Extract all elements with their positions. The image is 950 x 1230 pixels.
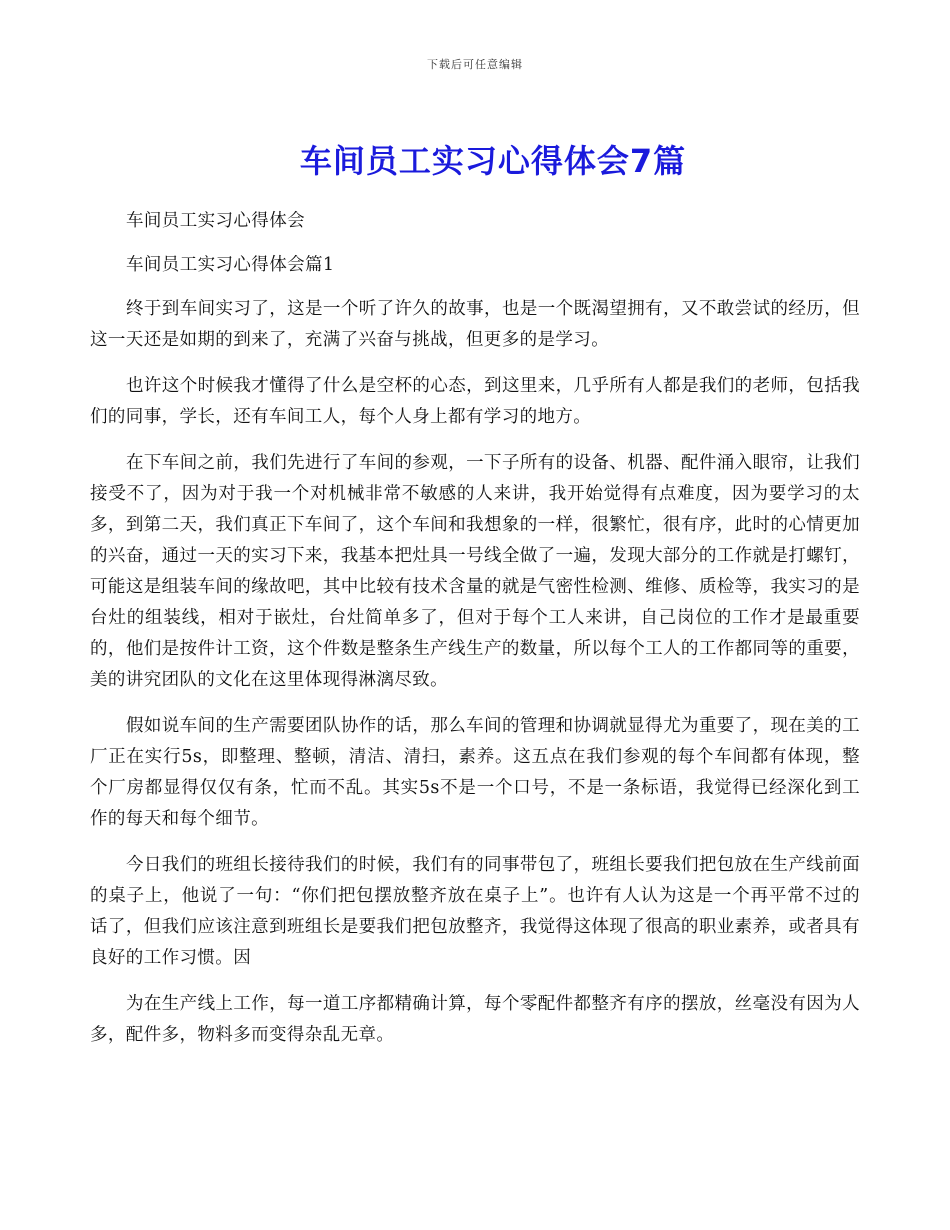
header-note: 下载后可任意编辑	[427, 58, 523, 71]
document-body	[90, 206, 860, 1066]
paragraph: 为在生产线上工作，每一道工序都精确计算，每个零配件都整齐有序的摆放，丝毫没有因为人多，配件多，物料多而变得杂乱无章。	[90, 994, 860, 1045]
paragraph: 终于到车间实习了，这是一个听了许久的故事，也是一个既渴望拥有，又不敢尝试的经历，但这一天还是如期的到来了，充满了兴奋与挑战，但更多的是学习。	[90, 299, 860, 350]
paragraph: 假如说车间的生产需要团队协作的话，那么车间的管理和协调就显得尤为重要了，现在美的工厂正在实行5s，即整理、整顿，清洁、清扫，素养。这五点在我们参观的每个车间都有体现，整个厂房都显得仅仅有条，忙而不乱。其实5s不是一个口号，不是一条标语，我觉得已经深化到工作的每天和每个细节。	[90, 716, 860, 829]
paragraph: 在下车间之前，我们先进行了车间的参观，一下子所有的设备、机器、配件涌入眼帘，让我们接受不了，因为对于我一个对机械非常不敏感的人来讲，我开始觉得有点难度，因为要学习的太多，到第二天，我们真正下车间了，这个车间和我想象的一样，很繁忙，很有序，此时的心情更加的兴奋，通过一天的实习下来，我基本把灶具一号线全做了一遍，发现大部分的工作就是打螺钉，可能这是组装车间的缘故吧，其中比较有技术含量的就是气密性检测、维修、质检等，我实习的是台灶的组装线，相对于嵌灶，台灶简单多了，但对于每个工人来讲，自己岗位的工作才是最重要的，他们是按件计工资，这个件数是整条生产线生产的数量，所以每个工人的工作都同等的重要，美的讲究团队的文化在这里体现得淋漓尽致。	[90, 453, 860, 690]
paragraph-subtitle: 车间员工实习心得体会	[126, 211, 305, 231]
paragraph: 今日我们的班组长接待我们的时候，我们有的同事带包了，班组长要我们把包放在生产线前面的桌子上，他说了一句：“你们把包摆放整齐放在桌子上”。也许有人认为这是一个再平常不过的话了，但我们应该注意到班组长是要我们把包放整齐，我觉得这体现了很高的职业素养，或者具有良好的工作习惯。因	[90, 855, 860, 968]
paragraph-section-heading: 车间员工实习心得体会篇1	[126, 255, 335, 275]
document-title: 车间员工实习心得体会7篇	[299, 142, 687, 180]
paragraph: 也许这个时候我才懂得了什么是空杯的心态，到这里来，几乎所有人都是我们的老师，包括我们的同事，学长，还有车间工人，每个人身上都有学习的地方。	[90, 376, 860, 427]
